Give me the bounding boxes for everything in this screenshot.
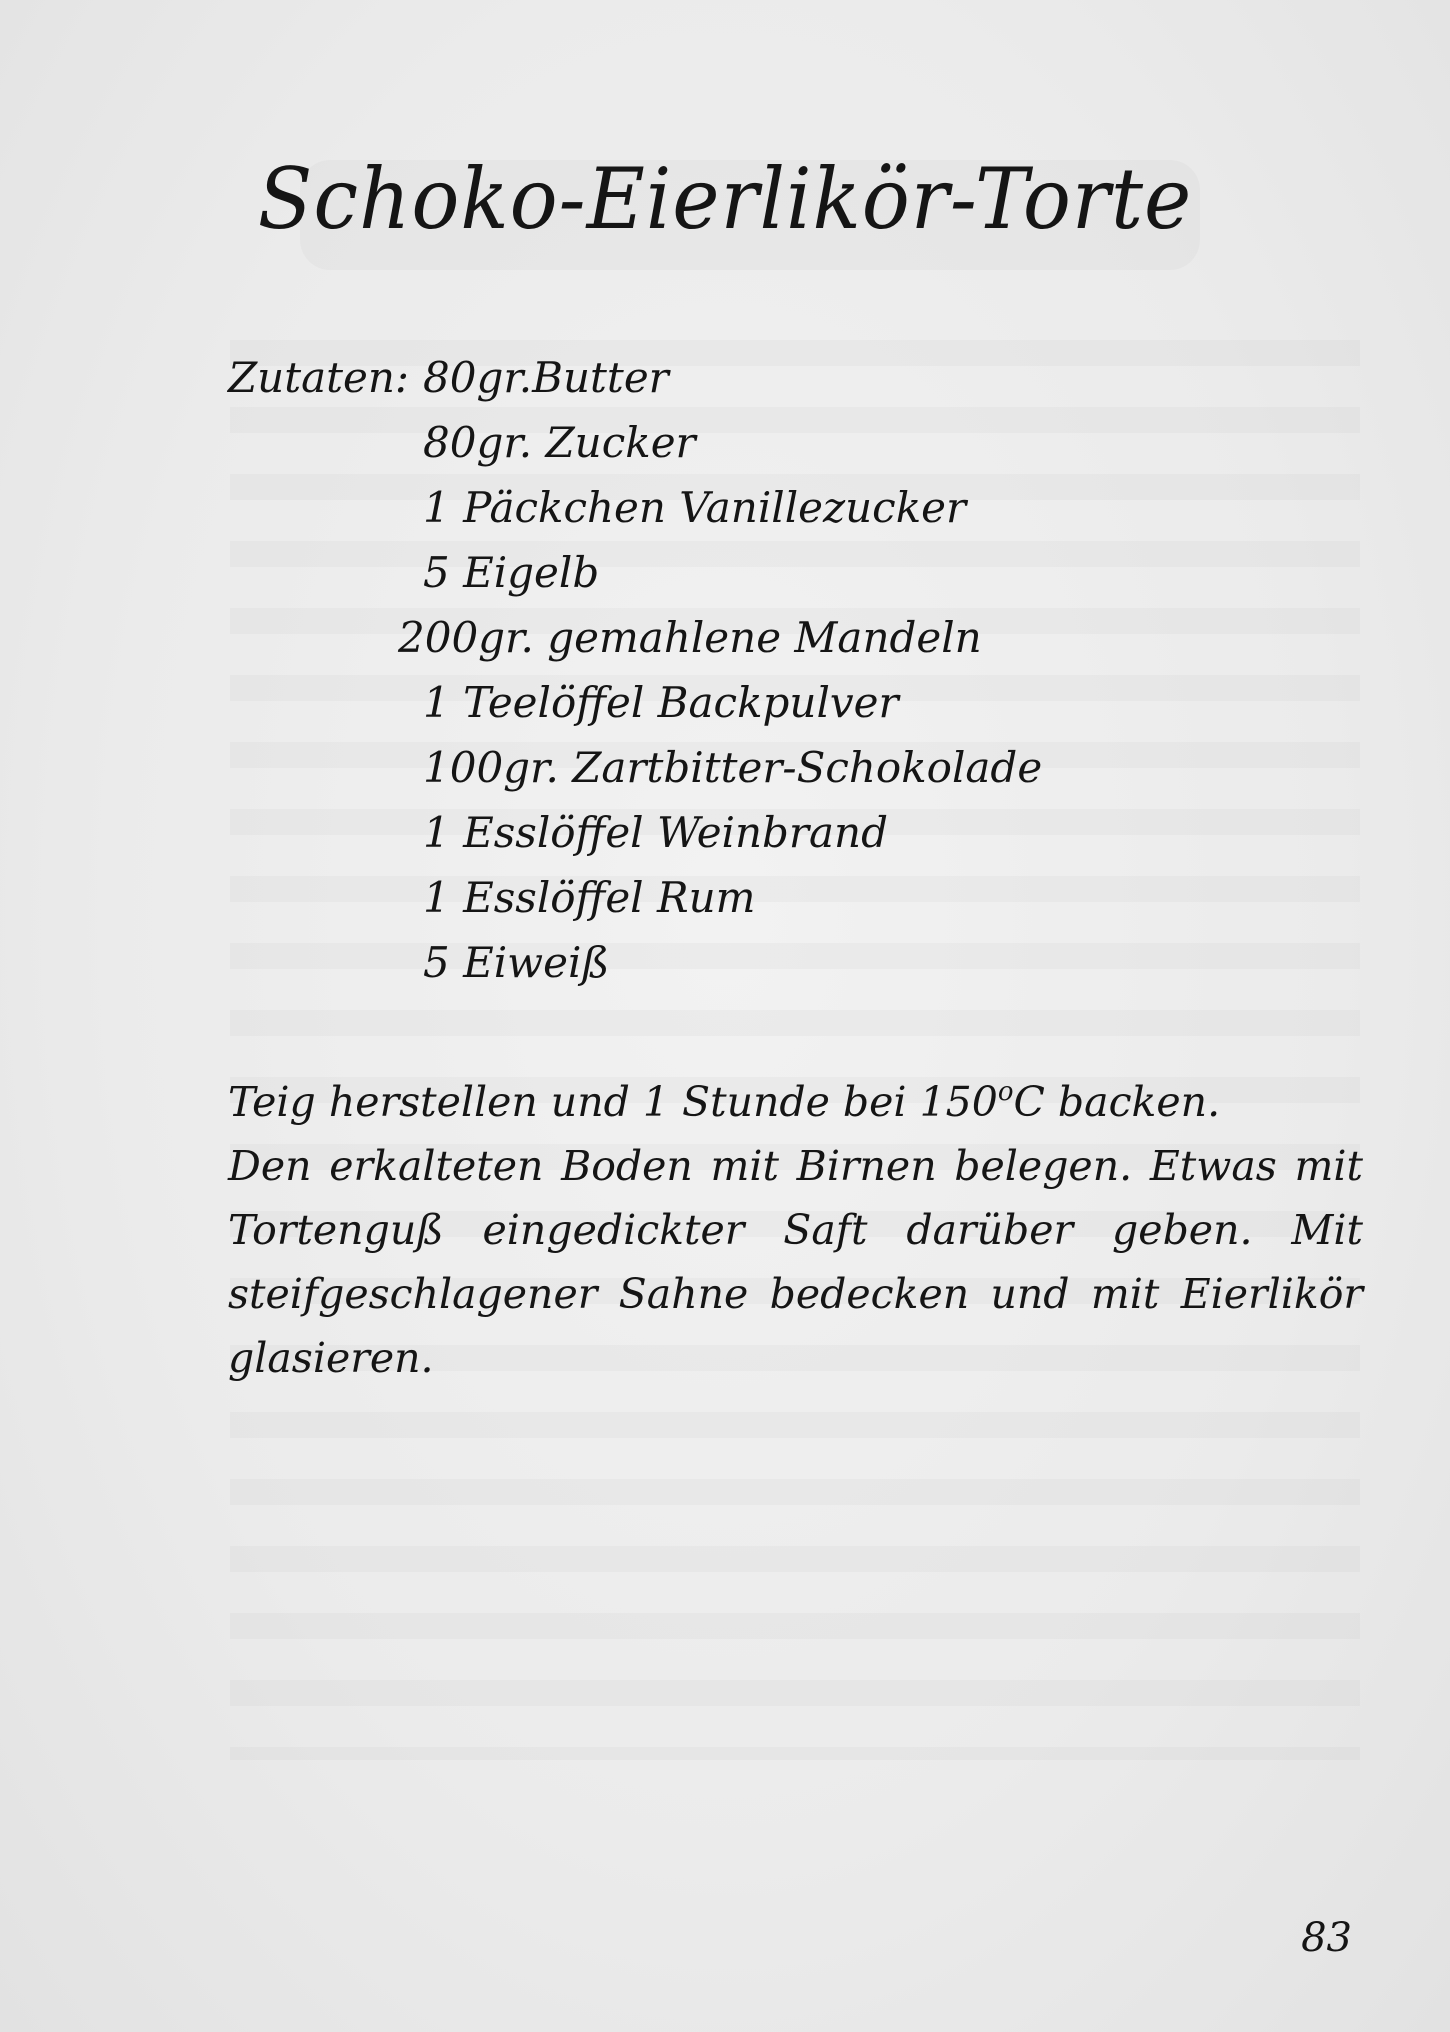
list-item — [228, 345, 1042, 410]
ingredients-list — [228, 345, 1042, 995]
recipe-title: Schoko-Eierlikör-Torte — [257, 150, 1193, 248]
degree-symbol: o — [997, 1077, 1014, 1107]
ingredient: 5 Eigelb — [423, 548, 600, 597]
ingredient: 100gr. Zartbitter-Schokolade — [423, 743, 1043, 792]
list-item — [228, 475, 1042, 540]
ingredient: 200gr. gemahlene Mandeln — [398, 613, 982, 662]
page-number: 83 — [1301, 1915, 1352, 1961]
instruction-text: C backen. — [1013, 1078, 1221, 1126]
instruction-text: Teig herstellen und 1 Stunde bei 150 — [228, 1078, 998, 1126]
instruction-line: steifgeschlagener Sahne bedecken und mit Eierlikör glasieren. — [228, 1270, 1363, 1382]
instruction-line — [228, 1070, 1363, 1134]
list-item — [228, 410, 1042, 475]
ingredient: 5 Eiweiß — [423, 938, 610, 987]
ingredient: 80gr. Zucker — [423, 418, 696, 467]
ingredient: 1 Päckchen Vanillezucker — [423, 483, 967, 532]
ingredient: 1 Esslöffel Rum — [423, 873, 756, 922]
list-item — [228, 800, 1042, 865]
list-item — [228, 865, 1042, 930]
list-item — [228, 735, 1042, 800]
ingredient: 1 Teelöffel Backpulver — [423, 678, 899, 727]
ingredients-label: Zutaten: — [228, 353, 410, 402]
list-item — [228, 540, 1042, 605]
instruction-line: Den erkalteten Boden mit Birnen belegen. Etwas mit — [228, 1142, 1363, 1190]
list-item — [228, 670, 1042, 735]
instruction-line: Tortenguß eingedickter Saft darüber geben. Mit — [228, 1206, 1363, 1254]
ingredient: 1 Esslöffel Weinbrand — [423, 808, 888, 857]
list-item — [228, 605, 1042, 670]
list-item — [228, 930, 1042, 995]
instructions-paragraph — [228, 1070, 1363, 1390]
ingredient: 80gr.Butter — [423, 353, 669, 402]
